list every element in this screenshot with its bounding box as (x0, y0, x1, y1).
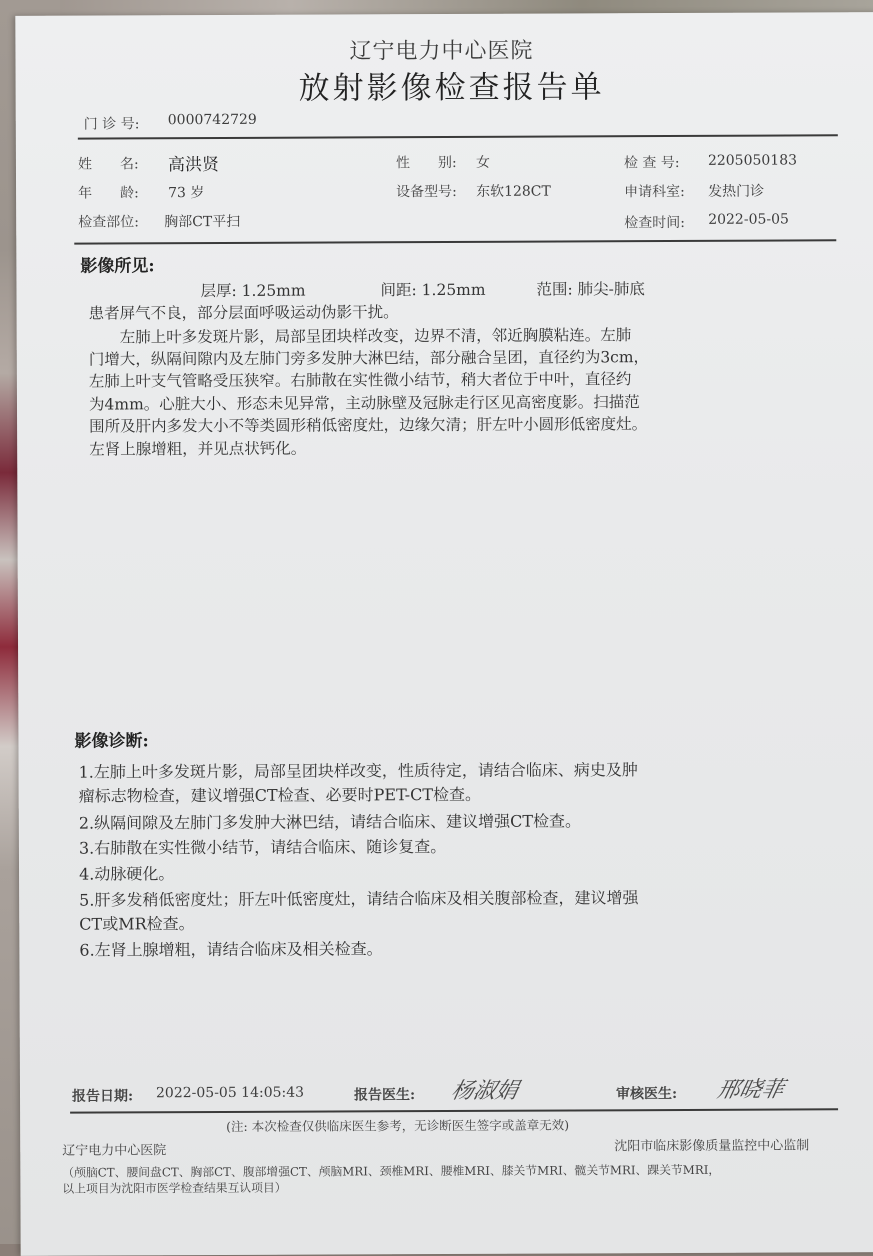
exam-no-label: 检 查 号: (623, 154, 680, 172)
diagnosis-line: 1.左肺上叶多发斑片影，局部呈团块样改变，性质待定，请结合临床、病史及肿 (78, 760, 638, 782)
reviewing-doctor-signature: 邢晓菲 (714, 1077, 787, 1103)
diagnosis-line: CT或MR检查。 (79, 914, 195, 934)
footer-divider (70, 1108, 838, 1113)
diagnosis-line: 3.右肺散在实性微小结节，请结合临床、随诊复查。 (78, 837, 447, 858)
findings-heading: 影像所见: (80, 256, 155, 277)
report-date: 2022-05-05 14:05:43 (155, 1084, 305, 1102)
report-date-label: 报告日期: (71, 1088, 134, 1105)
findings-line: 左肺上叶支气管略受压狭窄。右肺散在实性微小结节，稍大者位于中叶，直径约 (88, 370, 632, 391)
department-label: 申请科室: (624, 183, 685, 201)
diagnosis-line: 瘤标志物检查，建议增强CT检查、必要时PET-CT检查。 (78, 784, 482, 806)
patient-sex: 女 (475, 154, 490, 171)
device-label: 设备型号: (396, 183, 457, 201)
sex-label: 性 别: (395, 154, 457, 172)
findings-line: 左肺上叶多发斑片影，局部呈团块样改变，边界不清，邻近胸膜粘连。左肺 (88, 326, 632, 347)
device-model: 东软128CT (476, 183, 551, 200)
mutual-recognition-line1: （颅脑CT、腰间盘CT、胸部CT、腹部增强CT、颅脑MRI、颈椎MRI、腰椎MRI、膝关节MRI、髋关节MRI、踝关节MRI， (62, 1162, 721, 1180)
diagnosis-line: 6.左肾上腺增粗，请结合临床及相关检查。 (79, 939, 383, 960)
findings-line: 围所及肝内多发大小不等类圆形稍低密度灶，边缘欠清；肝左叶小圆形低密度灶。 (89, 415, 648, 436)
reviewing-doctor-label: 审核医生: (615, 1086, 678, 1103)
findings-line: 门增大，纵隔间隙内及左肺门旁多发肿大淋巴结，部分融合呈团，直径约为3cm， (88, 348, 650, 369)
diagnosis-line: 5.肝多发稍低密度灶；肝左叶低密度灶，请结合临床及相关腹部检查，建议增强 (79, 888, 639, 910)
name-label: 姓 名: (77, 156, 139, 173)
exam-site: 胸部CT平扫 (164, 213, 241, 231)
outpatient-no: 0000742729 (167, 111, 257, 129)
disclaimer: (注: 本次检查仅供临床医生参考，无诊断医生签字或盖章无效) (226, 1117, 570, 1134)
findings-line: 为4mm。心脏大小、形态未见异常，主动脉壁及冠脉走行区见高密度影。扫描范 (88, 393, 640, 414)
reporting-doctor-signature: 杨淑娟 (448, 1078, 521, 1105)
reporting-doctor-label: 报告医生: (353, 1087, 416, 1104)
patient-name: 高洪贤 (167, 154, 219, 176)
diagnosis-line: 2.纵隔间隙及左肺门多发肿大淋巴结，请结合临床、建议增强CT检查。 (78, 811, 582, 833)
patient-info-divider (74, 239, 836, 244)
supervision-note: 沈阳市临床影像质量监控中心监制 (614, 1138, 810, 1155)
scan-range: 范围: 肺尖-肺底 (536, 280, 645, 299)
outpatient-no-label: 门 诊 号: (83, 116, 140, 133)
exam-site-label: 检查部位: (78, 214, 139, 231)
diagnosis-line: 4.动脉硬化。 (79, 864, 175, 884)
slice-thickness: 层厚: 1.25mm (200, 281, 306, 301)
findings-line: 左肾上腺增粗，并见点状钙化。 (89, 439, 307, 459)
department: 发热门诊 (708, 183, 765, 200)
hospital-name: 辽宁电力中心医院 (349, 38, 534, 65)
header-divider (78, 134, 838, 139)
exam-time: 2022-05-05 (708, 211, 789, 228)
exam-time-label: 检查时间: (624, 214, 685, 232)
findings-note: 患者屏气不良，部分层面呼吸运动伪影干扰。 (88, 303, 399, 323)
patient-age: 73 岁 (168, 185, 205, 202)
slice-spacing: 间距: 1.25mm (380, 280, 486, 300)
footer-hospital-name: 辽宁电力中心医院 (62, 1143, 167, 1159)
report-paper (15, 12, 873, 1256)
mutual-recognition-line2: 以上项目为沈阳市医学检查结果互认项目） (62, 1180, 287, 1196)
exam-no: 2205050183 (707, 152, 798, 169)
report-title: 放射影像检查报告单 (298, 69, 605, 107)
diagnosis-heading: 影像诊断: (74, 731, 149, 752)
age-label: 年 龄: (78, 185, 139, 202)
